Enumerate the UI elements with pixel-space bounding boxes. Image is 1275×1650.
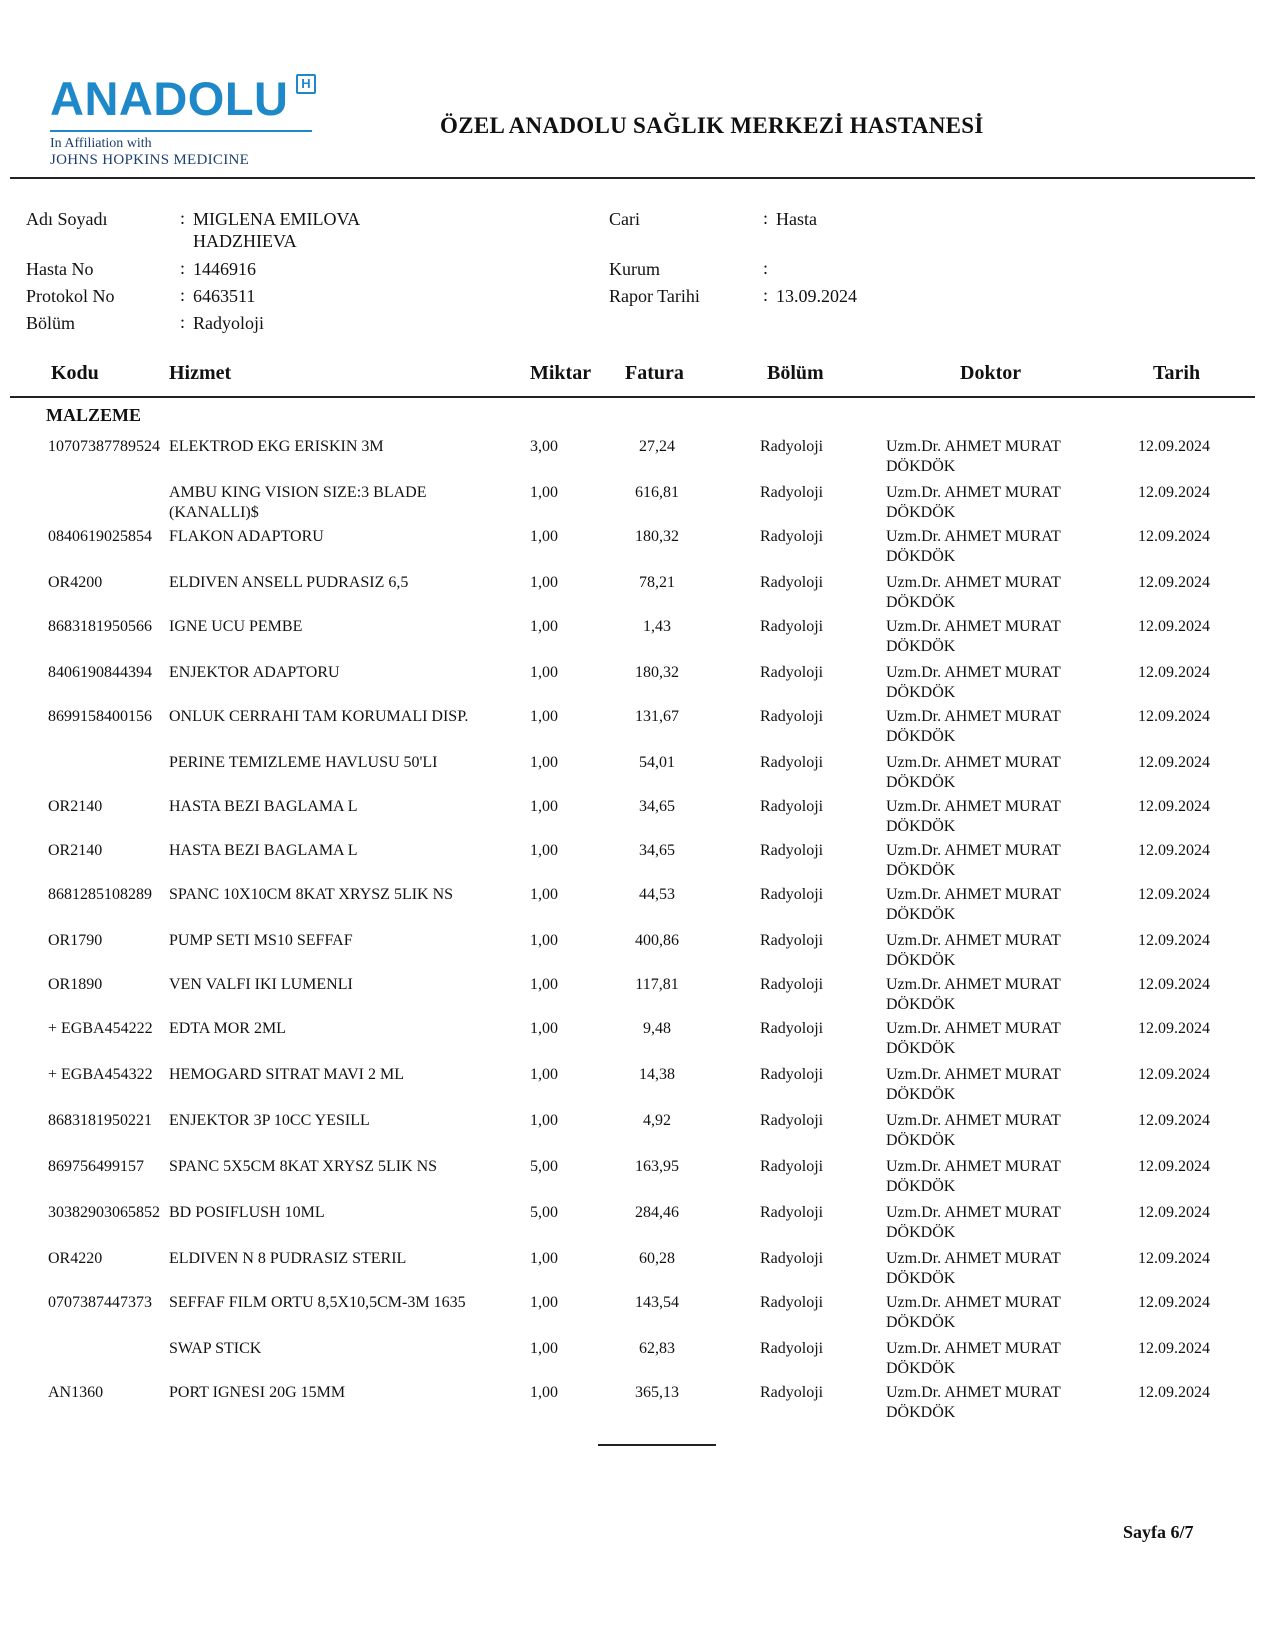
table-row	[0, 437, 1275, 483]
item-code: 10707387789524	[48, 438, 160, 455]
column-header-service: Hizmet	[169, 362, 232, 384]
item-date: 12.09.2024	[1138, 1294, 1210, 1311]
column-header-code: Kodu	[51, 362, 99, 384]
item-quantity: 1,00	[530, 1020, 558, 1037]
column-header-date: Tarih	[1153, 362, 1201, 384]
item-date: 12.09.2024	[1138, 484, 1210, 501]
item-service: HEMOGARD SITRAT MAVI 2 ML	[169, 1066, 404, 1083]
item-service: VEN VALFI IKI LUMENLI	[169, 976, 353, 993]
table-row	[0, 1065, 1275, 1111]
table-row	[0, 573, 1275, 617]
item-code: 30382903065852	[48, 1204, 160, 1221]
department-label: Bölüm	[26, 313, 76, 333]
item-service: SEFFAF FILM ORTU 8,5X10,5CM-3M 1635	[169, 1294, 466, 1311]
table-row	[0, 527, 1275, 573]
item-doctor: Uzm.Dr. AHMET MURAT DÖKDÖK	[886, 932, 1061, 969]
patient-no-label: Hasta No	[26, 259, 94, 279]
item-date: 12.09.2024	[1138, 618, 1210, 635]
item-invoice: 163,95	[635, 1158, 679, 1175]
item-code: 0707387447373	[48, 1294, 152, 1311]
item-invoice: 9,48	[643, 1020, 671, 1037]
item-date: 12.09.2024	[1138, 1384, 1210, 1401]
item-invoice: 400,86	[635, 932, 679, 949]
report-date-colon: :	[763, 285, 769, 305]
item-doctor: Uzm.Dr. AHMET MURAT DÖKDÖK	[886, 1294, 1061, 1331]
table-row	[0, 797, 1275, 841]
item-invoice: 54,01	[639, 754, 675, 771]
item-code: + EGBA454322	[48, 1066, 153, 1083]
item-department: Radyoloji	[760, 842, 824, 859]
item-code: OR4220	[48, 1250, 103, 1267]
item-invoice: 284,46	[635, 1204, 679, 1221]
item-date: 12.09.2024	[1138, 1250, 1210, 1267]
item-department: Radyoloji	[760, 484, 824, 501]
table-row	[0, 1203, 1275, 1249]
item-quantity: 1,00	[530, 1066, 558, 1083]
table-row	[0, 975, 1275, 1019]
item-department: Radyoloji	[760, 1204, 824, 1221]
item-quantity: 1,00	[530, 798, 558, 815]
item-invoice: 62,83	[639, 1340, 675, 1357]
item-doctor: Uzm.Dr. AHMET MURAT DÖKDÖK	[886, 1158, 1061, 1195]
item-doctor: Uzm.Dr. AHMET MURAT DÖKDÖK	[886, 1020, 1061, 1057]
item-quantity: 1,00	[530, 484, 558, 501]
item-code: 8699158400156	[48, 708, 152, 725]
name-value-line1: MIGLENA EMILOVA	[193, 209, 361, 229]
item-date: 12.09.2024	[1138, 886, 1210, 903]
item-department: Radyoloji	[760, 664, 824, 681]
item-doctor: Uzm.Dr. AHMET MURAT DÖKDÖK	[886, 438, 1061, 475]
protocol-no-value: 6463511	[193, 286, 256, 306]
item-department: Radyoloji	[760, 976, 824, 993]
item-quantity: 1,00	[530, 708, 558, 725]
item-doctor: Uzm.Dr. AHMET MURAT DÖKDÖK	[886, 664, 1061, 701]
item-department: Radyoloji	[760, 1250, 824, 1267]
item-date: 12.09.2024	[1138, 438, 1210, 455]
table-row	[0, 1019, 1275, 1065]
item-service: SPANC 10X10CM 8KAT XRYSZ 5LIK NS	[169, 886, 454, 903]
item-date: 12.09.2024	[1138, 708, 1210, 725]
item-invoice: 1,43	[643, 618, 671, 635]
table-row	[0, 1111, 1275, 1157]
item-doctor: Uzm.Dr. AHMET MURAT DÖKDÖK	[886, 1340, 1061, 1377]
hospital-h-icon: H	[296, 74, 316, 94]
table-row	[0, 1293, 1275, 1339]
item-quantity: 1,00	[530, 754, 558, 771]
item-doctor: Uzm.Dr. AHMET MURAT DÖKDÖK	[886, 1066, 1061, 1103]
department-value: Radyoloji	[193, 313, 264, 333]
cari-label: Cari	[609, 209, 640, 229]
item-invoice: 143,54	[635, 1294, 679, 1311]
item-quantity: 1,00	[530, 618, 558, 635]
item-date: 12.09.2024	[1138, 1204, 1210, 1221]
item-code: 869756499157	[48, 1158, 144, 1175]
item-department: Radyoloji	[760, 708, 824, 725]
item-date: 12.09.2024	[1138, 932, 1210, 949]
item-quantity: 3,00	[530, 438, 558, 455]
item-doctor: Uzm.Dr. AHMET MURAT DÖKDÖK	[886, 708, 1061, 745]
item-quantity: 1,00	[530, 886, 558, 903]
items-table-body	[0, 437, 1275, 1427]
item-invoice: 131,67	[635, 708, 679, 725]
item-doctor: Uzm.Dr. AHMET MURAT DÖKDÖK	[886, 1204, 1061, 1241]
name-label: Adı Soyadı	[26, 209, 108, 229]
item-service: SWAP STICK	[169, 1340, 262, 1357]
section-title: MALZEME	[46, 405, 142, 425]
item-code: 8681285108289	[48, 886, 152, 903]
item-service: IGNE UCU PEMBE	[169, 618, 303, 635]
item-service: HASTA BEZI BAGLAMA L	[169, 842, 358, 859]
item-quantity: 1,00	[530, 1294, 558, 1311]
item-code: 8406190844394	[48, 664, 152, 681]
report-date-value: 13.09.2024	[776, 286, 857, 306]
column-header-doctor: Doktor	[960, 362, 1022, 384]
item-doctor: Uzm.Dr. AHMET MURAT DÖKDÖK	[886, 1112, 1061, 1149]
item-date: 12.09.2024	[1138, 574, 1210, 591]
item-doctor: Uzm.Dr. AHMET MURAT DÖKDÖK	[886, 618, 1061, 655]
table-row	[0, 1249, 1275, 1293]
item-service: PORT IGNESI 20G 15MM	[169, 1384, 346, 1401]
item-department: Radyoloji	[760, 1066, 824, 1083]
table-row	[0, 483, 1275, 527]
item-invoice: 27,24	[639, 438, 675, 455]
item-service: ONLUK CERRAHI TAM KORUMALI DISP.	[169, 708, 469, 725]
item-invoice: 34,65	[639, 798, 675, 815]
item-date: 12.09.2024	[1138, 798, 1210, 815]
item-doctor: Uzm.Dr. AHMET MURAT DÖKDÖK	[886, 798, 1061, 835]
item-code: 8683181950221	[48, 1112, 152, 1129]
item-code: OR1890	[48, 976, 103, 993]
item-service: PUMP SETI MS10 SEFFAF	[169, 932, 353, 949]
item-doctor: Uzm.Dr. AHMET MURAT DÖKDÖK	[886, 754, 1061, 791]
item-date: 12.09.2024	[1138, 842, 1210, 859]
table-row	[0, 885, 1275, 931]
item-department: Radyoloji	[760, 1112, 824, 1129]
item-service: FLAKON ADAPTORU	[169, 528, 324, 545]
item-code: + EGBA454222	[48, 1020, 153, 1037]
item-doctor: Uzm.Dr. AHMET MURAT DÖKDÖK	[886, 484, 1061, 521]
item-department: Radyoloji	[760, 886, 824, 903]
item-quantity: 1,00	[530, 664, 558, 681]
item-service: ENJEKTOR 3P 10CC YESILL	[169, 1112, 370, 1129]
item-department: Radyoloji	[760, 438, 824, 455]
item-quantity: 1,00	[530, 976, 558, 993]
item-invoice: 44,53	[639, 886, 675, 903]
item-department: Radyoloji	[760, 1020, 824, 1037]
hospital-logo	[50, 72, 320, 172]
item-quantity: 1,00	[530, 1340, 558, 1357]
column-header-qty: Miktar	[530, 362, 592, 384]
item-department: Radyoloji	[760, 932, 824, 949]
column-header-department: Bölüm	[767, 362, 824, 384]
item-quantity: 5,00	[530, 1158, 558, 1175]
table-row	[0, 1383, 1275, 1427]
item-invoice: 14,38	[639, 1066, 675, 1083]
item-department: Radyoloji	[760, 574, 824, 591]
item-date: 12.09.2024	[1138, 754, 1210, 771]
item-department: Radyoloji	[760, 528, 824, 545]
item-code: AN1360	[48, 1384, 104, 1401]
item-doctor: Uzm.Dr. AHMET MURAT DÖKDÖK	[886, 528, 1061, 565]
table-row	[0, 617, 1275, 663]
item-quantity: 1,00	[530, 842, 558, 859]
item-service: ELEKTROD EKG ERISKIN 3M	[169, 438, 384, 455]
item-invoice: 78,21	[639, 574, 675, 591]
item-invoice: 60,28	[639, 1250, 675, 1267]
item-doctor: Uzm.Dr. AHMET MURAT DÖKDÖK	[886, 1250, 1061, 1287]
header-divider	[10, 177, 1255, 179]
table-header-divider	[10, 396, 1255, 398]
item-invoice: 616,81	[635, 484, 679, 501]
item-invoice: 117,81	[635, 976, 679, 993]
table-row	[0, 931, 1275, 975]
item-doctor: Uzm.Dr. AHMET MURAT DÖKDÖK	[886, 574, 1061, 611]
item-invoice: 4,92	[643, 1112, 671, 1129]
logo-affiliation-line1: In Affiliation with	[50, 136, 152, 151]
item-doctor: Uzm.Dr. AHMET MURAT DÖKDÖK	[886, 1384, 1061, 1421]
item-department: Radyoloji	[760, 1340, 824, 1357]
item-service: EDTA MOR 2ML	[169, 1020, 286, 1037]
cari-colon: :	[763, 208, 769, 228]
cari-value: Hasta	[776, 209, 817, 229]
kurum-colon: :	[763, 258, 769, 278]
item-quantity: 1,00	[530, 528, 558, 545]
item-quantity: 1,00	[530, 574, 558, 591]
item-service: ENJEKTOR ADAPTORU	[169, 664, 340, 681]
total-underline	[598, 1444, 716, 1446]
item-department: Radyoloji	[760, 618, 824, 635]
page-number: Sayfa 6/7	[1123, 1522, 1194, 1542]
report-date-label: Rapor Tarihi	[609, 286, 700, 306]
item-date: 12.09.2024	[1138, 528, 1210, 545]
item-invoice: 34,65	[639, 842, 675, 859]
item-department: Radyoloji	[760, 798, 824, 815]
patient-no-value: 1446916	[193, 259, 256, 279]
department-colon: :	[180, 312, 186, 332]
item-code: OR2140	[48, 842, 103, 859]
table-row	[0, 707, 1275, 753]
name-colon: :	[180, 208, 186, 228]
item-doctor: Uzm.Dr. AHMET MURAT DÖKDÖK	[886, 842, 1061, 879]
protocol-no-colon: :	[180, 285, 186, 305]
logo-wordmark: ANADOLU	[50, 72, 289, 125]
table-row	[0, 841, 1275, 885]
item-code: OR4200	[48, 574, 103, 591]
item-service: HASTA BEZI BAGLAMA L	[169, 798, 358, 815]
protocol-no-label: Protokol No	[26, 286, 115, 306]
item-code: OR1790	[48, 932, 103, 949]
item-quantity: 1,00	[530, 1112, 558, 1129]
item-quantity: 1,00	[530, 1250, 558, 1267]
item-date: 12.09.2024	[1138, 1158, 1210, 1175]
patient-no-colon: :	[180, 258, 186, 278]
item-code: OR2140	[48, 798, 103, 815]
table-row	[0, 663, 1275, 707]
logo-divider	[50, 130, 312, 132]
item-department: Radyoloji	[760, 754, 824, 771]
logo-affiliation-line2: JOHNS HOPKINS MEDICINE	[50, 152, 250, 168]
item-service: ELDIVEN N 8 PUDRASIZ STERIL	[169, 1250, 407, 1267]
item-date: 12.09.2024	[1138, 976, 1210, 993]
item-department: Radyoloji	[760, 1294, 824, 1311]
item-department: Radyoloji	[760, 1158, 824, 1175]
item-service: SPANC 5X5CM 8KAT XRYSZ 5LIK NS	[169, 1158, 438, 1175]
kurum-label: Kurum	[609, 259, 660, 279]
item-doctor: Uzm.Dr. AHMET MURAT DÖKDÖK	[886, 886, 1061, 923]
column-header-invoice: Fatura	[625, 362, 684, 384]
item-department: Radyoloji	[760, 1384, 824, 1401]
name-value-line2: HADZHIEVA	[193, 231, 297, 251]
table-row	[0, 1157, 1275, 1203]
item-service: ELDIVEN ANSELL PUDRASIZ 6,5	[169, 574, 409, 591]
item-date: 12.09.2024	[1138, 1112, 1210, 1129]
item-quantity: 1,00	[530, 1384, 558, 1401]
item-date: 12.09.2024	[1138, 1340, 1210, 1357]
item-service: AMBU KING VISION SIZE:3 BLADE (KANALLI)$	[169, 484, 427, 521]
item-code: 8683181950566	[48, 618, 152, 635]
item-service: BD POSIFLUSH 10ML	[169, 1204, 325, 1221]
item-invoice: 180,32	[635, 528, 679, 545]
item-code: 0840619025854	[48, 528, 152, 545]
hospital-name: ÖZEL ANADOLU SAĞLIK MERKEZİ HASTANESİ	[440, 113, 984, 138]
table-row	[0, 1339, 1275, 1383]
item-quantity: 5,00	[530, 1204, 558, 1221]
item-service: PERINE TEMIZLEME HAVLUSU 50'LI	[169, 754, 438, 771]
item-quantity: 1,00	[530, 932, 558, 949]
item-invoice: 180,32	[635, 664, 679, 681]
table-row	[0, 753, 1275, 797]
item-date: 12.09.2024	[1138, 1066, 1210, 1083]
item-date: 12.09.2024	[1138, 664, 1210, 681]
item-doctor: Uzm.Dr. AHMET MURAT DÖKDÖK	[886, 976, 1061, 1013]
item-date: 12.09.2024	[1138, 1020, 1210, 1037]
item-invoice: 365,13	[635, 1384, 679, 1401]
